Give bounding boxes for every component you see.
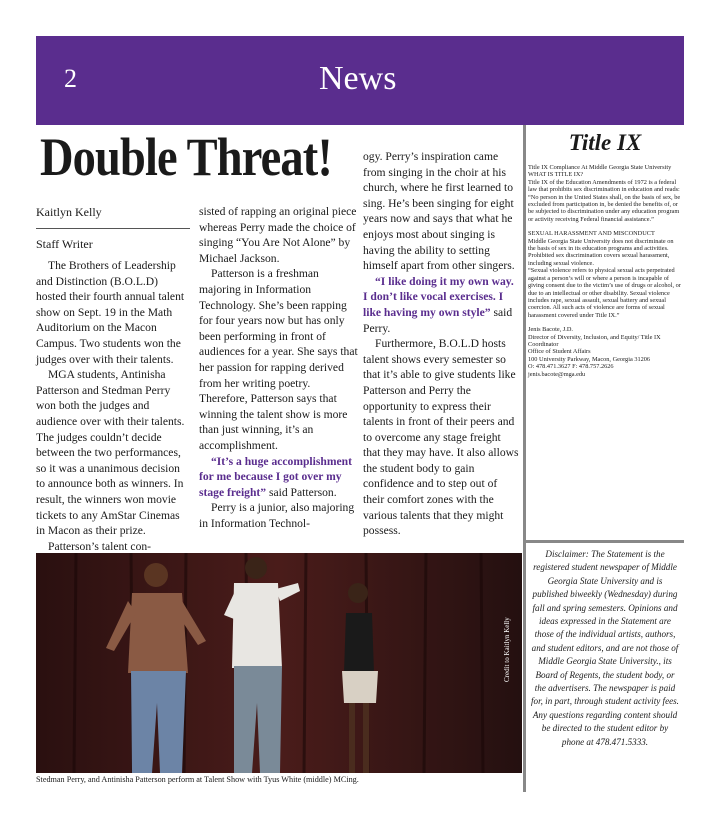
sidebar-text: Middle Georgia State University does not discriminate on the basis of sex in its education programs and activities. Prohibited sex discrimination covers sexual harassment, including sexual violence. [528,237,674,267]
paragraph: Perry is a junior, also majoring in Information Technol- [199,501,355,530]
sidebar-text: SEXUAL HARASSMENT AND MISCONDUCT [528,230,655,238]
sidebar-text: WHAT IS TITLE IX? [528,171,584,179]
paragraph: Patterson’s talent con- [48,539,152,553]
sidebar-divider [523,125,526,792]
paragraph: ogy. Perry’s inspiration came from singing in the choir at his church, where he first learned to sing. He’s been singing for eight years now and says that what he enjoys most about singing is having the ability to setting himself apart from other singers. [363,150,515,273]
quote-attribution: said Patterson. [266,485,337,499]
photo-caption: Stedman Perry, and Antinisha Patterson perform at Talent Show with Tyus White (middle) MCing. [36,775,359,784]
section-banner [36,36,684,125]
pull-quote: “I like doing it my own way. I don’t like vocal exercises. I like having my own style” [363,274,514,319]
sidebar-text: Title IX Compliance At Middle Georgia State University [528,164,672,171]
contact-office: Office of Student Affairs [528,348,591,356]
paragraph: MGA students, Antinisha Patterson and Stedman Perry won both the judges and audience over with their talents. The judges couldn’t decide between the two performances, so it was a unanimous decision to announce both as winners. In result, the winners won movie tickets to any AmStar Cinemas in Macon as their prize. [36,368,185,538]
article-column-2 [199,204,359,531]
page-number: 2 [64,64,77,93]
byline [36,203,190,254]
paragraph: sisted of rapping an original piece whereas Perry made the choice of singing “You Are Not Alone” by Michael Jackson. [199,205,357,265]
author-name: Kaitlyn Kelly [36,205,102,219]
quote-paragraph [199,454,359,501]
title-ix-sidebar [528,130,682,378]
contact-phone: O: 478.471.3627 F: 478.757.2626 [528,363,614,371]
pull-quote: “It’s a huge accomplishment for me because I got over my stage freight” [199,454,352,499]
contact-title: Director of Diversity, Inclusion, and Equity/ Title IX Coordinator [528,333,661,348]
contact-address: 100 University Parkway, Macon, Georgia 31206 [528,355,651,363]
paragraph: Furthermore, B.O.L.D hosts talent shows every semester so that it’s able to give students like Patterson and Perry the opportunity to express their talents in front of their peers and to overcome any stage freight that they may have. It also allows the student body to gain confidence and to step out of their comfort zones with the various talents that they might possess. [363,337,519,538]
sidebar-text: “Sexual violence refers to physical sexual acts perpetrated against a person’s will or where a person is incapable of giving consent due to the victim’s use of drugs or alcohol, or due to an intellectual or other disability. Sexual violence includes rape, sexual assault, sexual battery and sexual coercion. All such acts of violence are forms of sexual harassment covered under Title IX.” [528,267,681,319]
contact-name: Jenis Bacote, J.D. [528,326,573,334]
byline-divider [36,228,190,229]
sidebar-section-divider [523,540,684,543]
talent-show-photo [36,553,522,773]
paragraph: Patterson is a freshman majoring in Information Technology. She’s been rapping for four years now but has only been performing in front of audiences for a year. She says that her passion for rapping derived from her writing poetry. Therefore, Patterson says that winning the talent show is more than just winning, it’s an accomplishment. [199,267,358,452]
quote-attribution: said Perry. [363,305,513,335]
photo-credit: Credit to Kaitlyn Kelly [503,617,511,682]
sidebar-text: “No person in the United States shall, on the basis of sex, be excluded from participation in, be denied the benefits of, or be subjected to discrimination under any education program or activity receiving Federal financial assistance.” [528,193,681,223]
article-column-1 [36,258,190,554]
article-column-3 [363,149,520,539]
article-headline: Double Threat! [40,127,332,187]
disclaimer: Disclaimer: The Statement is the registered student newspaper of Middle Georgia State University and is published biweekly (Wednesday) during fall and spring semesters. Opinions and ideas expressed in the Statement are those of the individual artists, authors, and student editors, and are not those of Middle Georgia State University., its Board of Regents, the student body, or the advertisers. The newspaper is paid for, in part, through student activity fees. Any questions regarding content should be directed to the student editor by phone at 478.471.5333. [531,549,679,747]
section-title: News [319,60,397,97]
sidebar-title: Title IX [568,130,642,155]
quote-paragraph [363,274,520,336]
author-title: Staff Writer [36,237,93,251]
contact-email: jenis.bacote@mga.edu [528,370,586,378]
paragraph: The Brothers of Leadership and Distinction (B.O.L.D) hosted their fourth annual talent show on Sept. 19 in the Math Auditorium on the Macon Campus. Two students won the judges over with their talents. [36,259,185,366]
sidebar-text: Title IX of the Education Amendments of 1972 is a federal law that prohibits sex discrimination in education and reads: [528,178,680,194]
